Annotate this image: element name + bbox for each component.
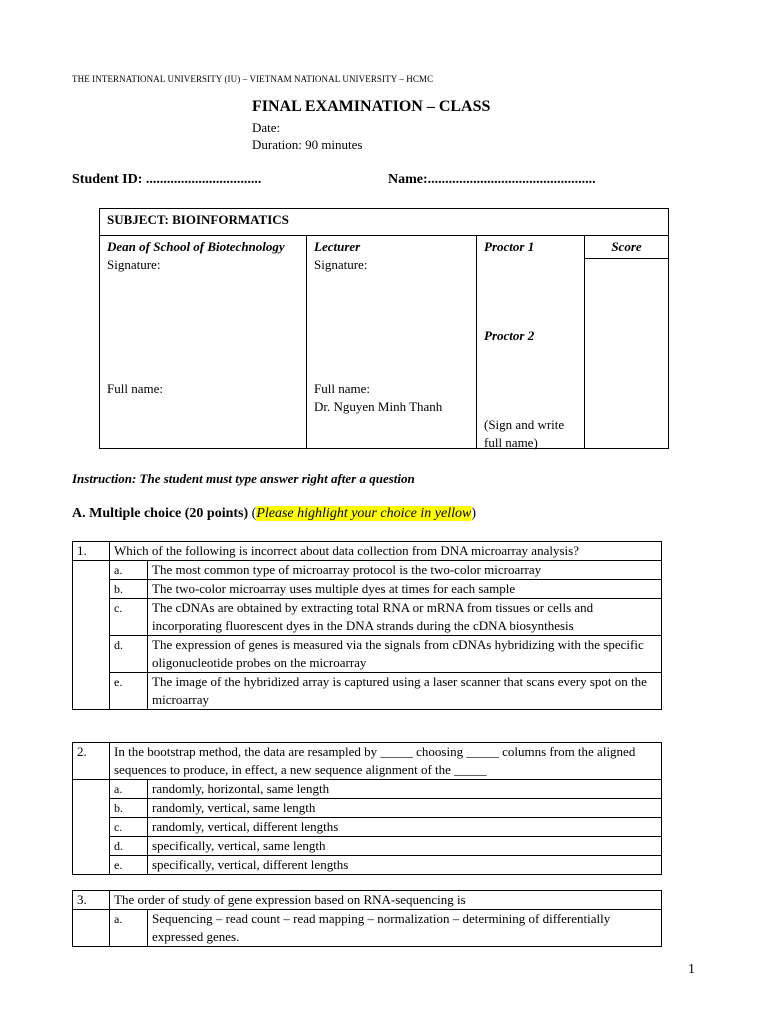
score-cell <box>585 236 669 449</box>
option-text[interactable]: Sequencing – read count – read mapping – normalization – determining of differentially expressed genes. <box>148 910 662 947</box>
dean-title: Dean of School of Biotechnology <box>107 239 285 254</box>
question-3-table <box>72 890 662 947</box>
lecturer-title: Lecturer <box>314 239 361 254</box>
score-label: Score <box>611 239 642 254</box>
option-text[interactable]: The cDNAs are obtained by extracting total RNA or mRNA from tissues or cells and incorporating fluorescent dyes in the DNA strands during the cDNA biosynthesis <box>148 599 662 636</box>
option-letter: b. <box>110 799 148 818</box>
student-name-field[interactable]: Name:................................................ <box>388 172 596 187</box>
dean-signature-label: Signature: <box>107 257 161 272</box>
lecturer-fullname-label: Full name: <box>314 381 370 396</box>
option-text[interactable]: randomly, vertical, different lengths <box>148 818 662 837</box>
question-text: The order of study of gene expression based on RNA-sequencing is <box>110 891 662 910</box>
proctor2-label: Proctor 2 <box>484 328 535 343</box>
exam-date: Date: <box>252 120 281 135</box>
dean-cell <box>100 236 307 449</box>
option-text[interactable]: The most common type of microarray protocol is the two-color microarray <box>148 561 662 580</box>
question-2-table <box>72 742 662 875</box>
option-letter: e. <box>110 673 148 710</box>
question-number: 2. <box>73 743 110 780</box>
option-letter: b. <box>110 580 148 599</box>
page-number: 1 <box>688 962 695 977</box>
exam-duration: Duration: 90 minutes <box>252 137 363 152</box>
section-a-open-paren: ( <box>248 506 257 521</box>
lecturer-cell <box>307 236 477 449</box>
section-a-heading <box>72 506 476 522</box>
option-letter: d. <box>110 837 148 856</box>
option-letter: a. <box>110 780 148 799</box>
question-1-table <box>72 541 662 710</box>
proctor-note: (Sign and write full name) <box>484 417 565 450</box>
option-text[interactable]: The expression of genes is measured via the signals from cDNAs hybridizing with the specific oligonucleotide probes on the microarray <box>148 636 662 673</box>
dean-fullname-label: Full name: <box>107 381 163 396</box>
question-text: Which of the following is incorrect about data collection from DNA microarray analysis? <box>110 542 662 561</box>
student-id-field[interactable]: Student ID: ................................. <box>72 172 262 187</box>
option-text[interactable]: specifically, vertical, different lengths <box>148 856 662 875</box>
proctor-cell <box>477 236 585 449</box>
score-divider <box>584 258 669 259</box>
option-text[interactable]: The image of the hybridized array is captured using a laser scanner that scans every spot on the microarray <box>148 673 662 710</box>
option-text[interactable]: randomly, horizontal, same length <box>148 780 662 799</box>
option-text[interactable]: specifically, vertical, same length <box>148 837 662 856</box>
option-letter: e. <box>110 856 148 875</box>
option-letter: d. <box>110 636 148 673</box>
option-letter: c. <box>110 599 148 636</box>
option-text[interactable]: The two-color microarray uses multiple dyes at times for each sample <box>148 580 662 599</box>
lecturer-signature-label: Signature: <box>314 257 368 272</box>
option-text[interactable]: randomly, vertical, same length <box>148 799 662 818</box>
proctor1-label: Proctor 1 <box>484 239 535 254</box>
signature-table <box>99 208 669 449</box>
question-number: 3. <box>73 891 110 910</box>
instruction-text: Instruction: The student must type answer right after a question <box>72 471 415 486</box>
option-letter: a. <box>110 910 148 947</box>
option-letter: a. <box>110 561 148 580</box>
exam-title: FINAL EXAMINATION – CLASS <box>252 98 491 115</box>
question-number: 1. <box>73 542 110 561</box>
highlight-note: Please highlight your choice in yellow <box>256 506 472 521</box>
section-a-title: A. Multiple choice (20 points) <box>72 506 249 521</box>
lecturer-name: Dr. Nguyen Minh Thanh <box>314 399 443 414</box>
university-header: THE INTERNATIONAL UNIVERSITY (IU) – VIETNAM NATIONAL UNIVERSITY – HCMC <box>72 74 434 84</box>
subject-cell: SUBJECT: BIOINFORMATICS <box>100 209 669 236</box>
section-a-close-paren: ) <box>471 506 477 521</box>
option-letter: c. <box>110 818 148 837</box>
question-text: In the bootstrap method, the data are resampled by _____ choosing _____ columns from the aligned sequences to produce, in effect, a new sequence alignment of the _____ <box>110 743 662 780</box>
